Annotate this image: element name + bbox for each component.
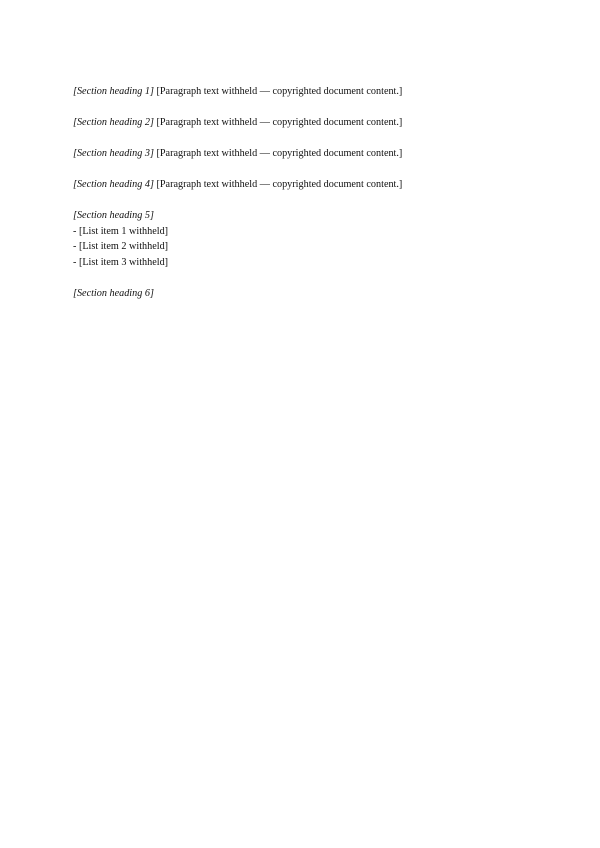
list-item: - [List item 2 withheld]	[73, 241, 169, 252]
list-item: - [List item 3 withheld]	[73, 256, 169, 268]
paragraph-6-heading: [Section heading 6]	[73, 287, 154, 299]
paragraph-4	[73, 177, 527, 193]
paragraph-4-body: [Paragraph text withheld — copyrighted document content.]	[156, 179, 403, 190]
paragraph-3-body: [Paragraph text withheld — copyrighted document content.]	[156, 148, 403, 159]
paragraph-5	[73, 208, 527, 270]
paragraph-1-body: [Paragraph text withheld — copyrighted document content.]	[156, 86, 403, 97]
list-item: - [List item 1 withheld]	[73, 225, 169, 237]
paragraph-2-heading: [Section heading 2]	[73, 117, 154, 128]
paragraph-6	[73, 286, 527, 302]
paragraph-1-heading: [Section heading 1]	[73, 86, 154, 97]
paragraph-3-heading: [Section heading 3]	[73, 148, 154, 159]
paragraph-2-body: [Paragraph text withheld — copyrighted document content.]	[156, 117, 403, 128]
paragraph-3	[73, 146, 527, 162]
paragraph-2	[73, 115, 527, 131]
paragraph-1	[73, 84, 527, 100]
paragraph-4-heading: [Section heading 4]	[73, 179, 154, 190]
paragraph-5-heading: [Section heading 5]	[73, 210, 154, 221]
